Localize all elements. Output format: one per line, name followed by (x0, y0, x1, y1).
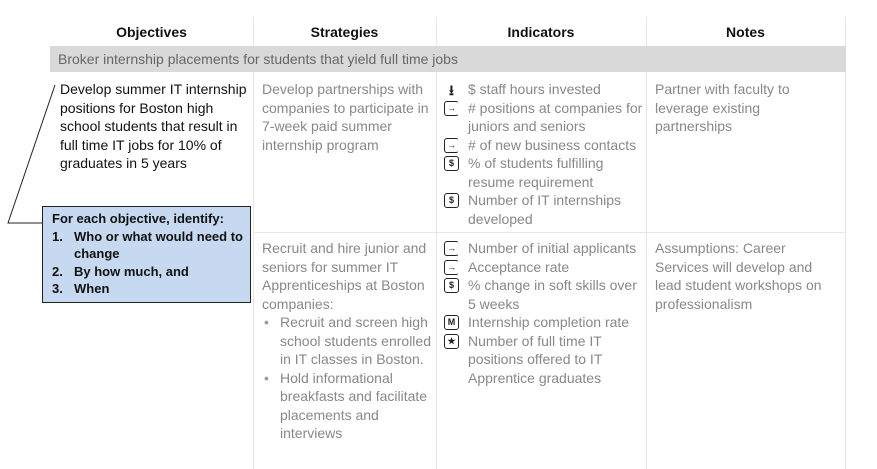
dollar-icon: $ (444, 193, 459, 208)
dollar-icon: $ (444, 278, 459, 293)
callout-item: 3. When (52, 281, 110, 296)
indicator-item: → Acceptance rate (444, 258, 644, 277)
arrow-right-icon: → (444, 101, 459, 116)
connector-line (8, 85, 55, 223)
callout-item: 2. By how much, and (52, 263, 189, 279)
goal-band: Broker internship placements for students that yield full time jobs (50, 46, 846, 72)
callout-item: 1. Who or what would need to change (52, 228, 243, 261)
indicator-item: ★ Number of full time IT positions offered to IT Apprentice graduates (444, 332, 644, 388)
dollar-icon: $ (444, 156, 459, 171)
note-1: Partner with faculty to leverage existing partnerships (655, 81, 790, 134)
callout-box (42, 206, 251, 303)
indicator-item: $ % change in soft skills over 5 weeks (444, 276, 644, 313)
strategy-bullet: • Recruit and screen high school students enrolled in IT classes in Boston. (262, 313, 434, 369)
arrow-right-icon: → (444, 241, 459, 256)
callout-title: For each objective, identify: (52, 211, 224, 226)
indicator-item: → # positions at companies for juniors and seniors (444, 99, 644, 136)
indicator-item: ⭳ $ staff hours invested (444, 80, 644, 99)
header-notes: Notes (726, 23, 765, 40)
arrow-right-icon: → (444, 138, 459, 153)
header-objectives: Objectives (116, 23, 187, 40)
objective-text: Develop summer IT internship positions for Boston high school students that result in full time IT jobs for 10% of graduates in 5 years (60, 81, 247, 171)
callout-list (52, 228, 250, 298)
download-icon: ⭳ (449, 81, 454, 98)
indicator-item: → # of new business contacts (444, 136, 644, 155)
strategy-2-intro: Recruit and hire junior and seniors for summer IT Apprenticeships at Boston companies: (262, 240, 427, 312)
m-icon: M (444, 315, 459, 330)
header-strategies: Strategies (310, 23, 379, 40)
indicator-item: M Internship completion rate (444, 313, 644, 332)
indicator-item: $ Number of IT internships developed (444, 191, 644, 228)
strategy-1: Develop partnerships with companies to participate in 7-week paid summer internship program (262, 81, 429, 153)
star-icon: ★ (444, 334, 459, 349)
arrow-right-icon: → (444, 260, 459, 275)
note-2: Assumptions: Career Services will develop and lead student workshops on professionalism (655, 240, 822, 312)
indicator-item: $ % of students fulfilling resume requirement (444, 154, 644, 191)
indicator-item: → Number of initial applicants (444, 239, 644, 258)
strategy-bullet: • Hold informational breakfasts and facilitate placements and interviews (262, 369, 434, 443)
header-indicators: Indicators (507, 23, 575, 40)
